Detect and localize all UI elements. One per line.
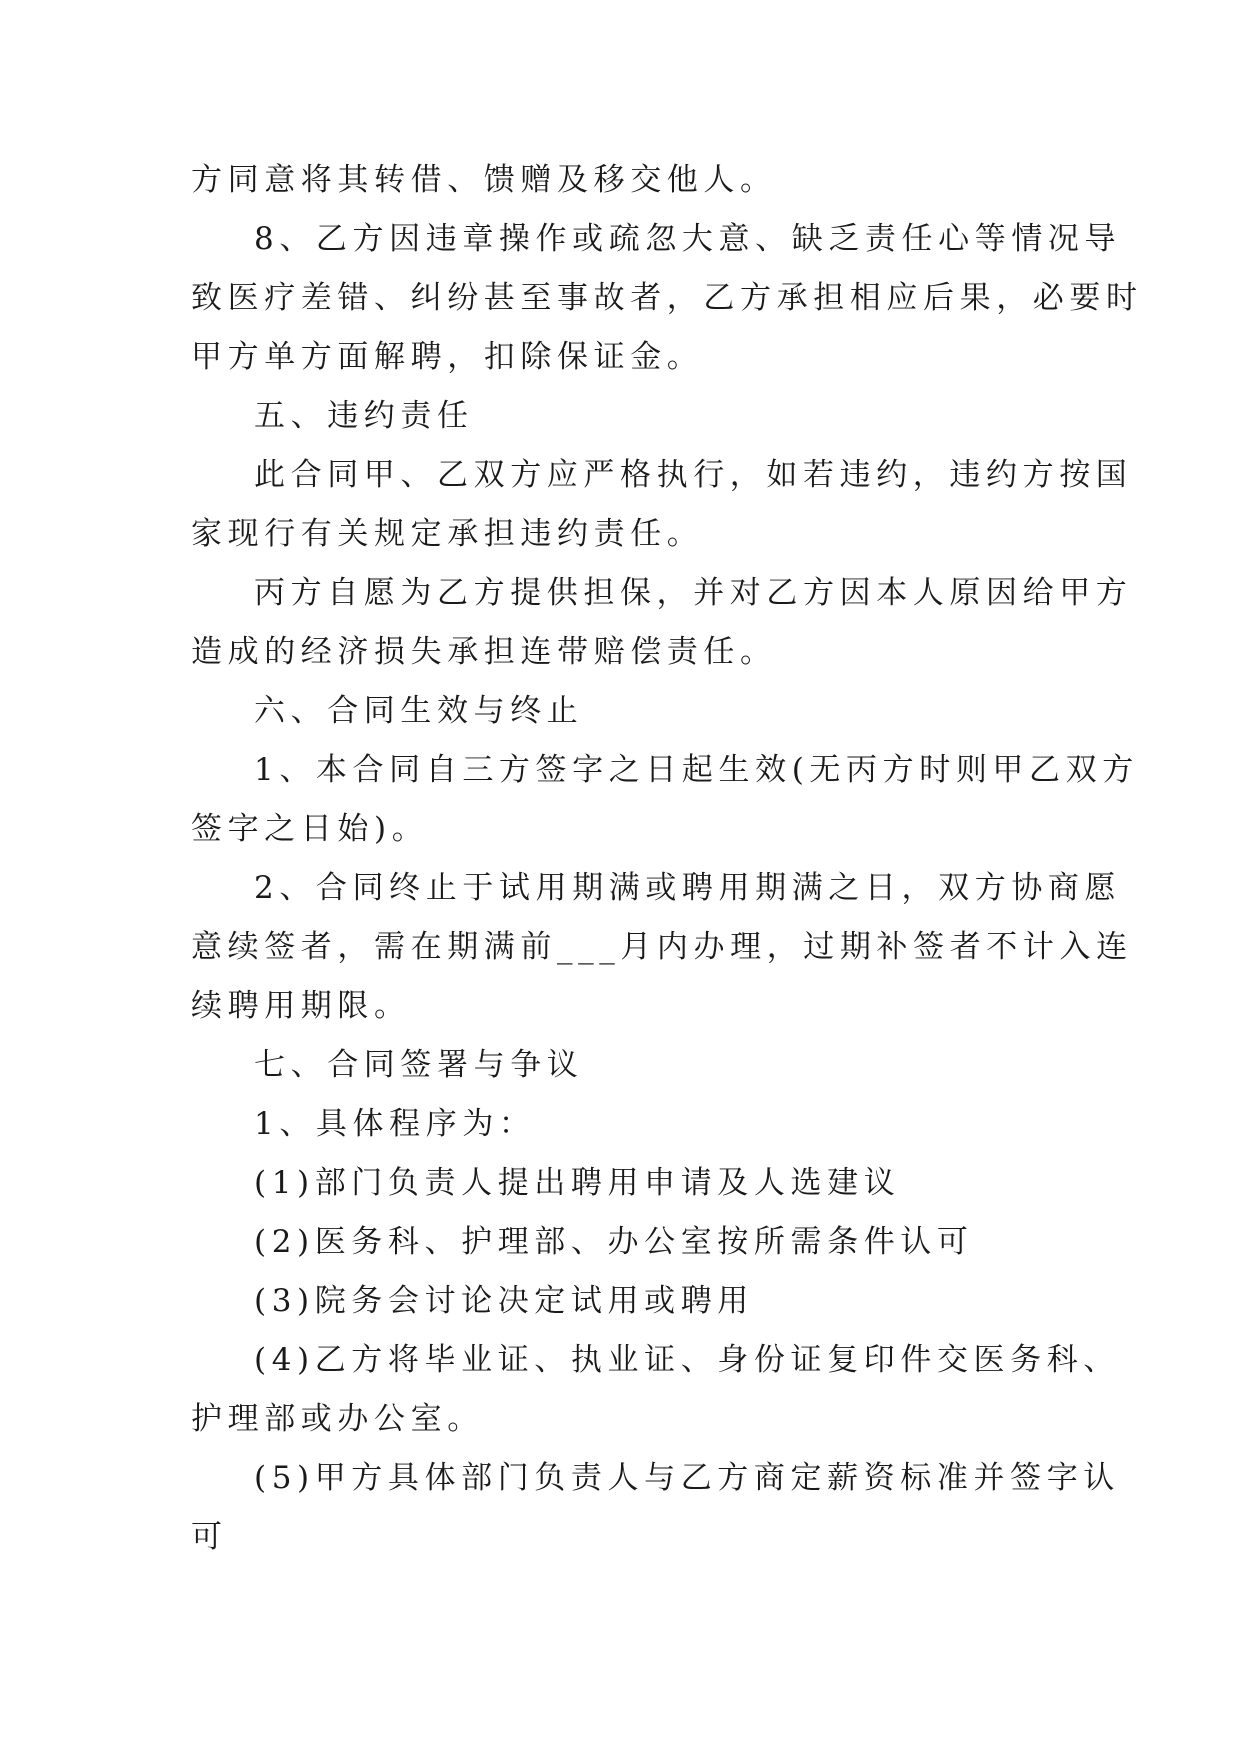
text-line: (3)院务会讨论决定试用或聘用 bbox=[254, 1283, 754, 1319]
section-heading: 六、合同生效与终止 bbox=[254, 693, 584, 729]
text-line: (2)医务科、护理部、办公室按所需条件认可 bbox=[254, 1224, 974, 1260]
text-line: 丙方自愿为乙方提供担保，并对乙方因本人原因给甲方 bbox=[254, 575, 1133, 611]
text-line: 可 bbox=[191, 1519, 228, 1555]
text-line: (1)部门负责人提出聘用申请及人选建议 bbox=[254, 1165, 901, 1201]
text-line: 8、乙方因违章操作或疏忽大意、缺乏责任心等情况导 bbox=[254, 221, 1122, 257]
text-line: 家现行有关规定承担违约责任。 bbox=[191, 516, 704, 552]
text-line: 续聘用期限。 bbox=[191, 988, 411, 1024]
section-heading: 五、违约责任 bbox=[254, 398, 474, 434]
text-line: 致医疗差错、纠纷甚至事故者，乙方承担相应后果，必要时 bbox=[191, 280, 1143, 316]
text-line: (4)乙方将毕业证、执业证、身份证复印件交医务科、 bbox=[254, 1342, 1120, 1378]
text-line: 签字之日始)。 bbox=[191, 811, 429, 847]
text-line: 意续签者，需在期满前___月内办理，过期补签者不计入连 bbox=[191, 929, 1133, 965]
text-line: 1、具体程序为： bbox=[254, 1106, 536, 1142]
text-line: 方同意将其转借、馈赠及移交他人。 bbox=[191, 162, 777, 198]
text-line: (5)甲方具体部门负责人与乙方商定薪资标准并签字认 bbox=[254, 1460, 1120, 1496]
text-line: 造成的经济损失承担连带赔偿责任。 bbox=[191, 634, 777, 670]
text-line: 此合同甲、乙双方应严格执行，如若违约，违约方按国 bbox=[254, 457, 1133, 493]
text-line: 护理部或办公室。 bbox=[191, 1401, 484, 1437]
section-heading: 七、合同签署与争议 bbox=[254, 1047, 584, 1083]
text-line: 1、本合同自三方签字之日起生效(无丙方时则甲乙双方 bbox=[254, 752, 1139, 788]
text-line: 2、合同终止于试用期满或聘用期满之日，双方协商愿 bbox=[254, 870, 1122, 906]
text-line: 甲方单方面解聘，扣除保证金。 bbox=[191, 339, 704, 375]
